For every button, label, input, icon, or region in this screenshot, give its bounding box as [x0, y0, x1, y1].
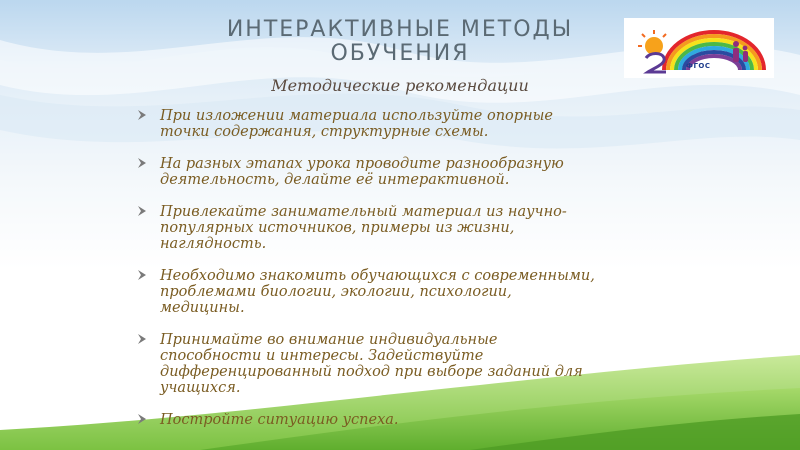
arrow-bullet-icon	[136, 205, 148, 217]
bullet-line: проблемами биологии, экологии, психологии,	[160, 284, 512, 300]
bullet-line: Принимайте во внимание индивидуальные	[160, 332, 498, 348]
bullet-line: точки содержания, структурные схемы.	[160, 124, 489, 140]
list-item	[136, 412, 656, 428]
arrow-bullet-icon	[136, 333, 148, 345]
title-line-1: ИНТЕРАКТИВНЫЕ МЕТОДЫ	[226, 17, 574, 42]
bullet-line: популярных источников, примеры из жизни,	[160, 220, 515, 236]
fgos-logo	[624, 18, 774, 78]
bullet-line: учащихся.	[160, 380, 241, 396]
bullet-line: При изложении материала используйте опорные	[160, 108, 554, 124]
slide-title	[180, 18, 620, 66]
bullet-line: На разных этапах урока проводите разнообразную	[160, 156, 564, 172]
list-item	[136, 268, 656, 316]
recommendations-list	[136, 108, 656, 428]
bullet-line: деятельность, делайте её интерактивной.	[160, 172, 510, 188]
arrow-bullet-icon	[136, 157, 148, 169]
bullet-line: дифференцированный подход при выборе заданий для	[160, 364, 583, 380]
bullet-line: медицины.	[160, 300, 245, 316]
list-item	[136, 204, 656, 252]
arrow-bullet-icon	[136, 109, 148, 121]
arrow-bullet-icon	[136, 269, 148, 281]
logo-text: ФГОС	[686, 62, 711, 70]
slide-subtitle: Методические рекомендации	[271, 76, 529, 95]
list-item	[136, 108, 656, 140]
title-line-2: ОБУЧЕНИЯ	[330, 41, 470, 66]
list-item	[136, 332, 656, 396]
bullet-line: Привлекайте занимательный материал из научно-	[160, 204, 567, 220]
bullet-line: Необходимо знакомить обучающихся с современными,	[160, 268, 595, 284]
arrow-bullet-icon	[136, 413, 148, 425]
bullet-line: способности и интересы. Задействуйте	[160, 348, 484, 364]
bullet-line: Постройте ситуацию успеха.	[160, 412, 399, 428]
list-item	[136, 156, 656, 188]
bullet-line: наглядность.	[160, 236, 267, 252]
